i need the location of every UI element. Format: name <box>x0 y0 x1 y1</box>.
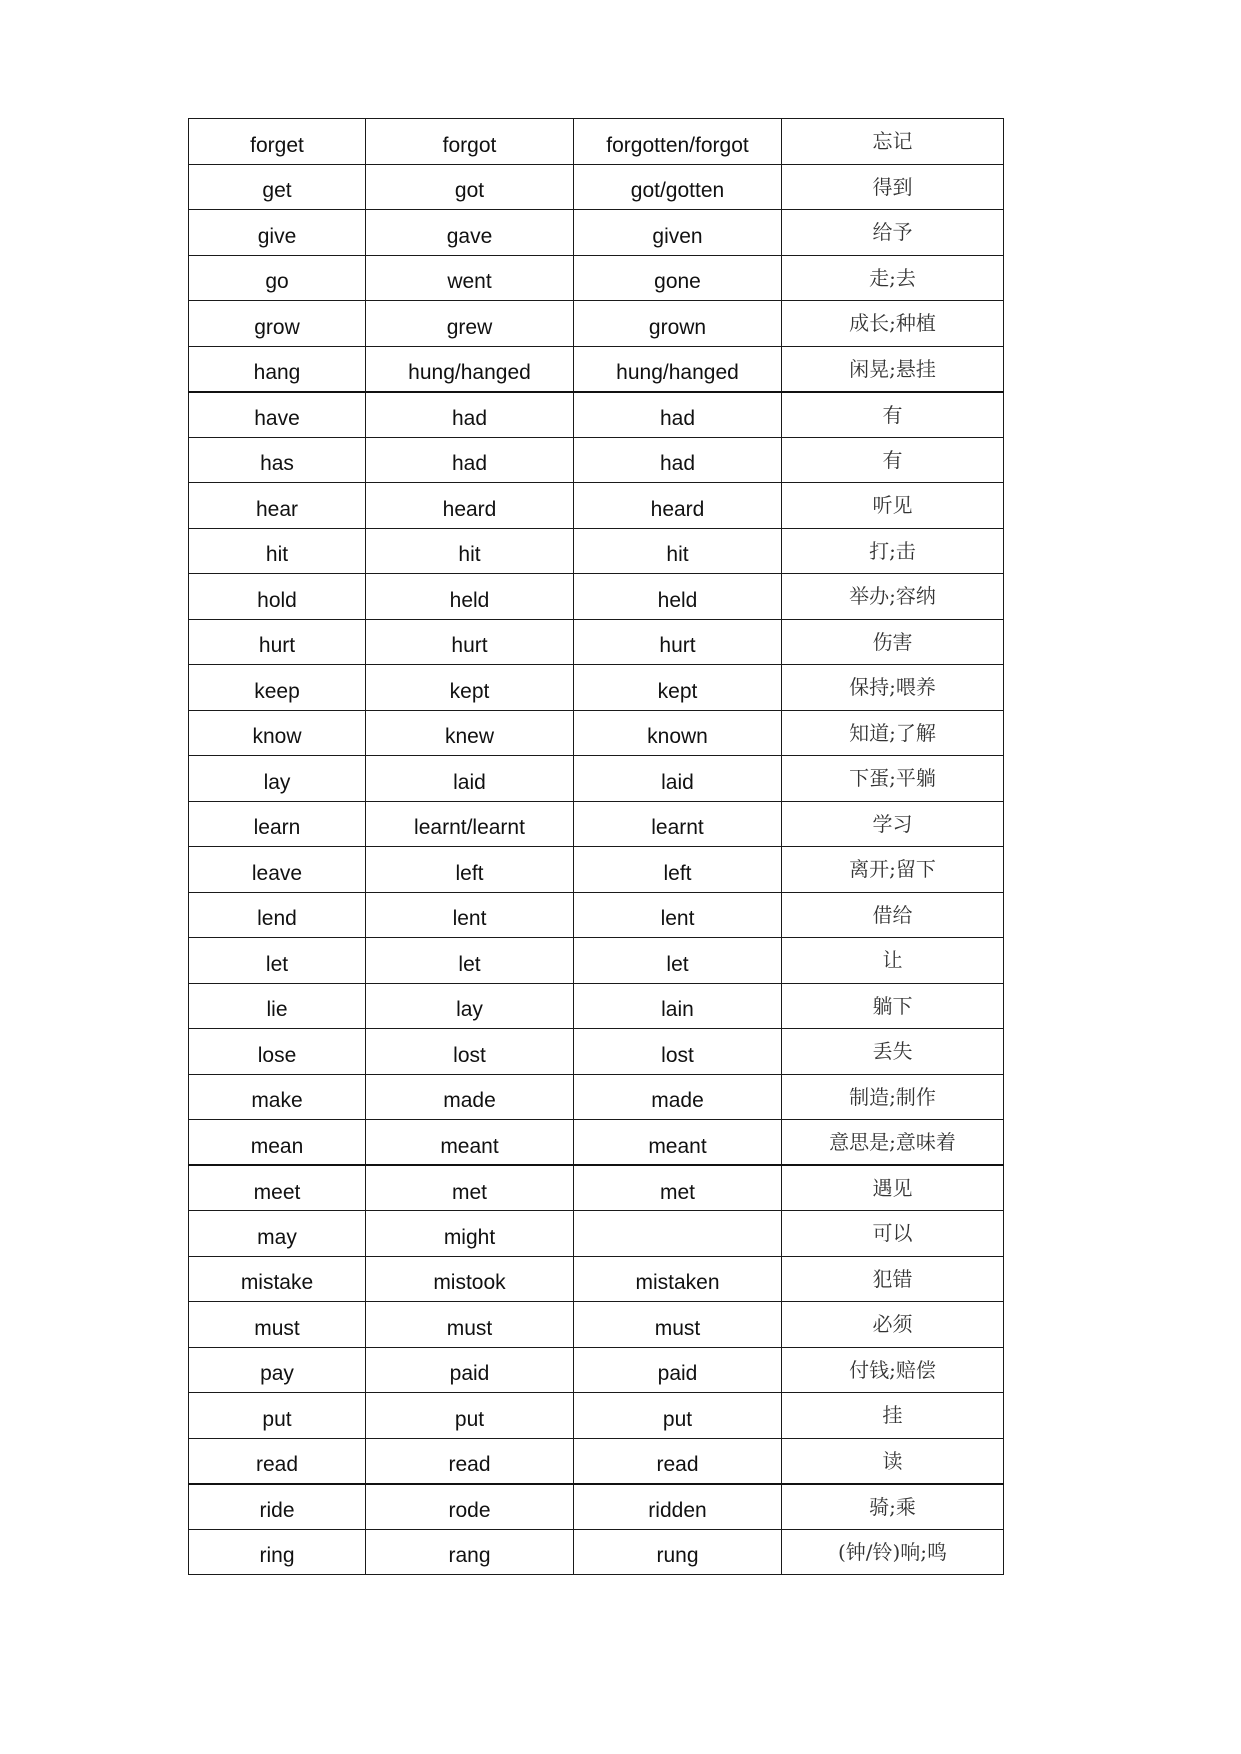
base-form-cell: pay <box>189 1347 366 1393</box>
base-form-cell: may <box>189 1211 366 1257</box>
meaning-cell: 听见 <box>782 483 1004 529</box>
past-tense-cell: went <box>366 255 574 301</box>
past-tense-cell: lay <box>366 983 574 1029</box>
meaning-cell: 保持;喂养 <box>782 665 1004 711</box>
past-tense-cell: let <box>366 938 574 984</box>
irregular-verb-table <box>188 118 1004 1575</box>
table-row <box>189 710 1004 756</box>
meaning-cell: 必须 <box>782 1302 1004 1348</box>
past-tense-cell: must <box>366 1302 574 1348</box>
past-tense-cell: had <box>366 392 574 438</box>
past-participle-cell: got/gotten <box>574 164 782 210</box>
past-tense-cell: hurt <box>366 619 574 665</box>
past-tense-cell: paid <box>366 1347 574 1393</box>
past-tense-cell: held <box>366 574 574 620</box>
past-tense-cell: kept <box>366 665 574 711</box>
base-form-cell: forget <box>189 119 366 165</box>
base-form-cell: learn <box>189 801 366 847</box>
meaning-cell: 知道;了解 <box>782 710 1004 756</box>
past-tense-cell: met <box>366 1165 574 1211</box>
base-form-cell: hear <box>189 483 366 529</box>
table-row <box>189 1074 1004 1120</box>
past-participle-cell: heard <box>574 483 782 529</box>
past-tense-cell: laid <box>366 756 574 802</box>
verb-table-body <box>189 119 1004 1575</box>
base-form-cell: hurt <box>189 619 366 665</box>
meaning-cell: 读 <box>782 1438 1004 1484</box>
past-tense-cell: lent <box>366 892 574 938</box>
past-tense-cell: hit <box>366 528 574 574</box>
base-form-cell: leave <box>189 847 366 893</box>
table-row <box>189 892 1004 938</box>
base-form-cell: ring <box>189 1529 366 1575</box>
table-row <box>189 1347 1004 1393</box>
meaning-cell: 可以 <box>782 1211 1004 1257</box>
past-participle-cell: meant <box>574 1120 782 1166</box>
past-participle-cell: held <box>574 574 782 620</box>
meaning-cell: 让 <box>782 938 1004 984</box>
table-row <box>189 301 1004 347</box>
table-row <box>189 210 1004 256</box>
past-participle-cell: hit <box>574 528 782 574</box>
table-row <box>189 1165 1004 1211</box>
meaning-cell: 意思是;意味着 <box>782 1120 1004 1166</box>
past-tense-cell: had <box>366 437 574 483</box>
past-tense-cell: hung/hanged <box>366 346 574 392</box>
past-tense-cell: rode <box>366 1484 574 1530</box>
past-participle-cell <box>574 1211 782 1257</box>
past-participle-cell: left <box>574 847 782 893</box>
past-tense-cell: grew <box>366 301 574 347</box>
past-participle-cell: read <box>574 1438 782 1484</box>
base-form-cell: lend <box>189 892 366 938</box>
table-row <box>189 119 1004 165</box>
past-tense-cell: got <box>366 164 574 210</box>
meaning-cell: 学习 <box>782 801 1004 847</box>
past-tense-cell: meant <box>366 1120 574 1166</box>
past-participle-cell: ridden <box>574 1484 782 1530</box>
meaning-cell: 有 <box>782 392 1004 438</box>
past-participle-cell: learnt <box>574 801 782 847</box>
table-row <box>189 619 1004 665</box>
table-row <box>189 574 1004 620</box>
table-row <box>189 665 1004 711</box>
base-form-cell: keep <box>189 665 366 711</box>
base-form-cell: let <box>189 938 366 984</box>
meaning-cell: 离开;留下 <box>782 847 1004 893</box>
meaning-cell: 遇见 <box>782 1165 1004 1211</box>
table-row <box>189 1484 1004 1530</box>
base-form-cell: mistake <box>189 1256 366 1302</box>
past-participle-cell: lost <box>574 1029 782 1075</box>
table-row <box>189 1029 1004 1075</box>
meaning-cell: 借给 <box>782 892 1004 938</box>
table-row <box>189 1393 1004 1439</box>
past-tense-cell: made <box>366 1074 574 1120</box>
base-form-cell: lay <box>189 756 366 802</box>
past-participle-cell: mistaken <box>574 1256 782 1302</box>
past-participle-cell: given <box>574 210 782 256</box>
past-participle-cell: let <box>574 938 782 984</box>
meaning-cell: 伤害 <box>782 619 1004 665</box>
past-participle-cell: hurt <box>574 619 782 665</box>
base-form-cell: mean <box>189 1120 366 1166</box>
table-row <box>189 1120 1004 1166</box>
table-row <box>189 528 1004 574</box>
past-participle-cell: gone <box>574 255 782 301</box>
past-tense-cell: read <box>366 1438 574 1484</box>
past-participle-cell: made <box>574 1074 782 1120</box>
base-form-cell: lose <box>189 1029 366 1075</box>
meaning-cell: 打;击 <box>782 528 1004 574</box>
meaning-cell: 制造;制作 <box>782 1074 1004 1120</box>
base-form-cell: meet <box>189 1165 366 1211</box>
base-form-cell: give <box>189 210 366 256</box>
past-participle-cell: grown <box>574 301 782 347</box>
base-form-cell: hold <box>189 574 366 620</box>
meaning-cell: 忘记 <box>782 119 1004 165</box>
past-tense-cell: lost <box>366 1029 574 1075</box>
past-tense-cell: learnt/learnt <box>366 801 574 847</box>
past-participle-cell: had <box>574 392 782 438</box>
table-row <box>189 756 1004 802</box>
meaning-cell: 躺下 <box>782 983 1004 1029</box>
table-row <box>189 483 1004 529</box>
meaning-cell: 有 <box>782 437 1004 483</box>
base-form-cell: hang <box>189 346 366 392</box>
past-tense-cell: put <box>366 1393 574 1439</box>
meaning-cell: 给予 <box>782 210 1004 256</box>
base-form-cell: go <box>189 255 366 301</box>
base-form-cell: grow <box>189 301 366 347</box>
past-tense-cell: rang <box>366 1529 574 1575</box>
past-tense-cell: heard <box>366 483 574 529</box>
past-participle-cell: met <box>574 1165 782 1211</box>
table-row <box>189 1211 1004 1257</box>
past-participle-cell: put <box>574 1393 782 1439</box>
past-participle-cell: rung <box>574 1529 782 1575</box>
past-participle-cell: must <box>574 1302 782 1348</box>
meaning-cell: 犯错 <box>782 1256 1004 1302</box>
base-form-cell: get <box>189 164 366 210</box>
past-participle-cell: forgotten/forgot <box>574 119 782 165</box>
base-form-cell: ride <box>189 1484 366 1530</box>
meaning-cell: 挂 <box>782 1393 1004 1439</box>
table-row <box>189 346 1004 392</box>
meaning-cell: 举办;容纳 <box>782 574 1004 620</box>
past-tense-cell: gave <box>366 210 574 256</box>
table-row <box>189 1256 1004 1302</box>
past-participle-cell: lain <box>574 983 782 1029</box>
past-participle-cell: had <box>574 437 782 483</box>
table-row <box>189 847 1004 893</box>
base-form-cell: hit <box>189 528 366 574</box>
base-form-cell: put <box>189 1393 366 1439</box>
past-participle-cell: hung/hanged <box>574 346 782 392</box>
past-participle-cell: known <box>574 710 782 756</box>
past-participle-cell: laid <box>574 756 782 802</box>
table-row <box>189 938 1004 984</box>
meaning-cell: (钟/铃)响;鸣 <box>782 1529 1004 1575</box>
past-participle-cell: lent <box>574 892 782 938</box>
meaning-cell: 丢失 <box>782 1029 1004 1075</box>
table-row <box>189 1302 1004 1348</box>
table-row <box>189 164 1004 210</box>
table-row <box>189 1438 1004 1484</box>
table-row <box>189 983 1004 1029</box>
base-form-cell: make <box>189 1074 366 1120</box>
base-form-cell: know <box>189 710 366 756</box>
past-tense-cell: forgot <box>366 119 574 165</box>
meaning-cell: 下蛋;平躺 <box>782 756 1004 802</box>
base-form-cell: read <box>189 1438 366 1484</box>
past-tense-cell: knew <box>366 710 574 756</box>
past-tense-cell: left <box>366 847 574 893</box>
table-row <box>189 437 1004 483</box>
table-row <box>189 255 1004 301</box>
past-tense-cell: might <box>366 1211 574 1257</box>
past-participle-cell: kept <box>574 665 782 711</box>
base-form-cell: has <box>189 437 366 483</box>
meaning-cell: 走;去 <box>782 255 1004 301</box>
meaning-cell: 付钱;赔偿 <box>782 1347 1004 1393</box>
meaning-cell: 闲晃;悬挂 <box>782 346 1004 392</box>
meaning-cell: 骑;乘 <box>782 1484 1004 1530</box>
base-form-cell: have <box>189 392 366 438</box>
base-form-cell: lie <box>189 983 366 1029</box>
past-tense-cell: mistook <box>366 1256 574 1302</box>
meaning-cell: 成长;种植 <box>782 301 1004 347</box>
table-row <box>189 801 1004 847</box>
base-form-cell: must <box>189 1302 366 1348</box>
meaning-cell: 得到 <box>782 164 1004 210</box>
table-row <box>189 1529 1004 1575</box>
past-participle-cell: paid <box>574 1347 782 1393</box>
table-row <box>189 392 1004 438</box>
